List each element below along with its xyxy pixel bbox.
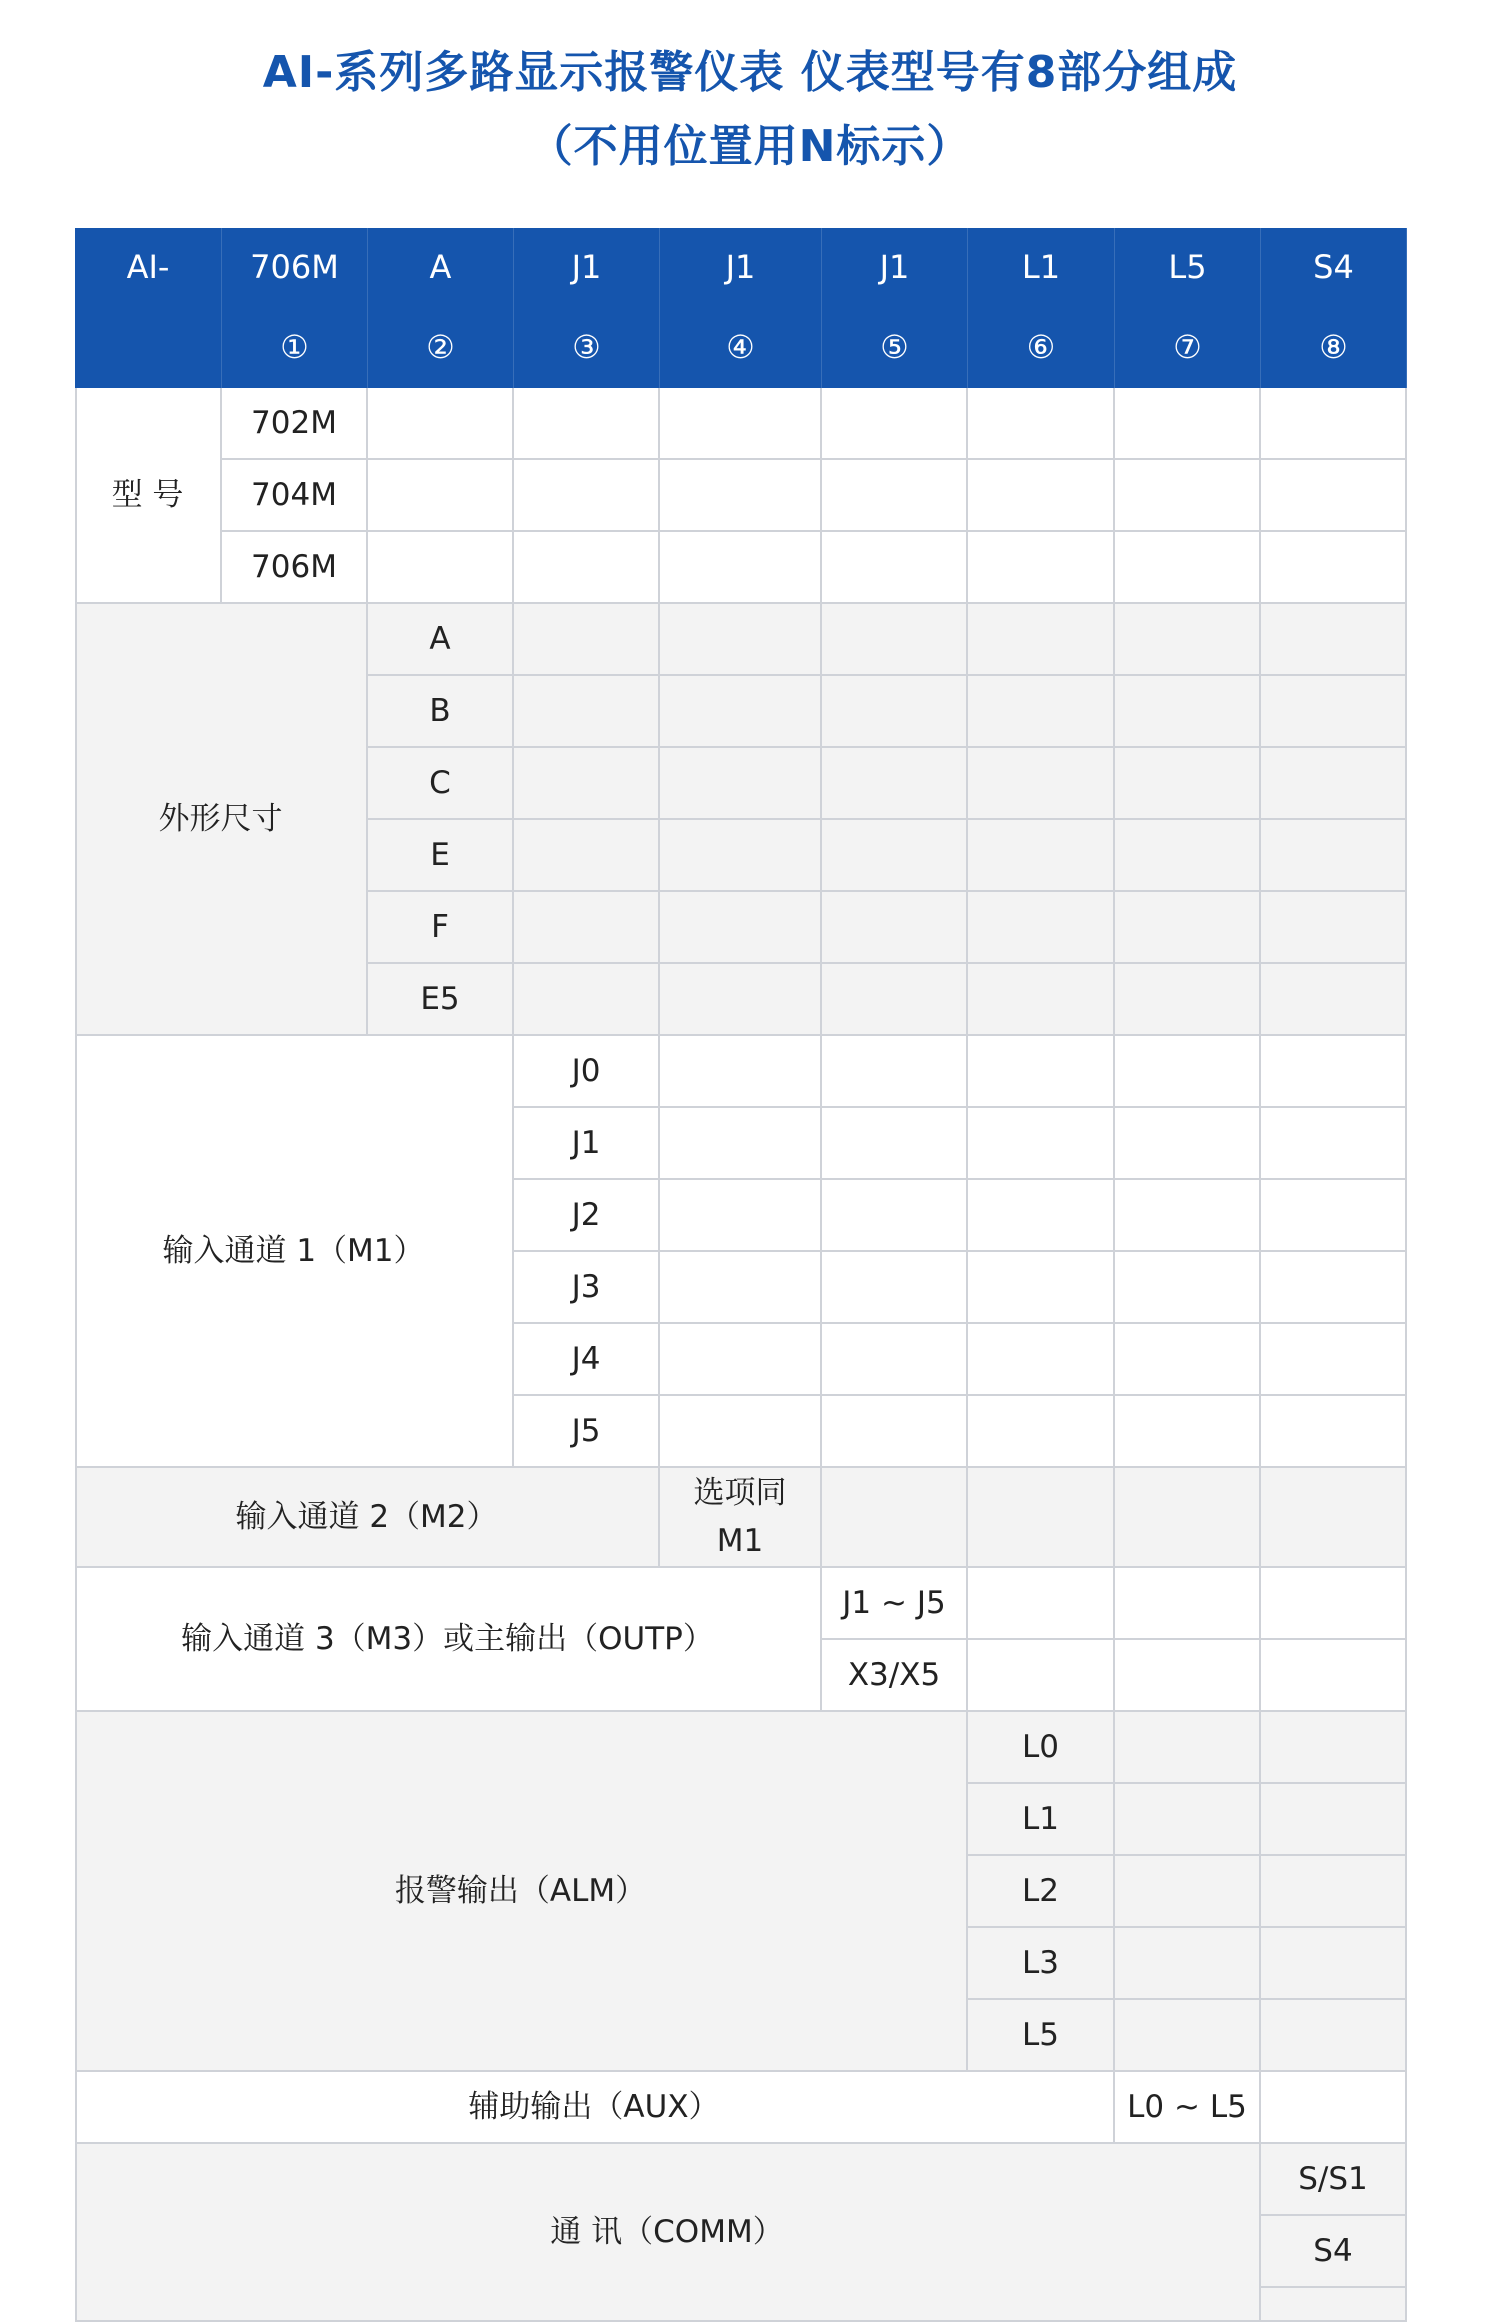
section-label-aux-text: 辅助输出（AUX） bbox=[468, 2088, 720, 2125]
option-alarm-4-text: L5 bbox=[1022, 2016, 1059, 2053]
option-size-5-text: E5 bbox=[420, 980, 460, 1017]
empty-cell-input1-3-4 bbox=[660, 1252, 822, 1324]
header-number-blank bbox=[75, 308, 222, 388]
empty-cell-model-2-2 bbox=[368, 532, 514, 604]
option-size-3 bbox=[368, 820, 514, 892]
option-comm-0 bbox=[1261, 2144, 1407, 2216]
empty-cell-input3-1-8 bbox=[1261, 1640, 1407, 1712]
empty-cell-size-3-6 bbox=[968, 820, 1115, 892]
option-input1-5 bbox=[514, 1396, 660, 1468]
empty-cell-alarm-1-8 bbox=[1261, 1784, 1407, 1856]
empty-cell-alarm-2-8 bbox=[1261, 1856, 1407, 1928]
option-size-2-text: C bbox=[429, 764, 451, 801]
empty-cell-model-2-3 bbox=[514, 532, 660, 604]
empty-cell-input1-5-7 bbox=[1115, 1396, 1261, 1468]
option-input1-2 bbox=[514, 1180, 660, 1252]
empty-cell-size-0-4 bbox=[660, 604, 822, 676]
option-size-4-text: F bbox=[431, 908, 449, 945]
section-label-input1 bbox=[75, 1036, 514, 1468]
empty-cell-input2-6 bbox=[968, 1468, 1115, 1568]
empty-cell-input1-4-4 bbox=[660, 1324, 822, 1396]
option-alarm-4 bbox=[968, 2000, 1115, 2072]
section-label-input3 bbox=[75, 1568, 822, 1712]
empty-cell-model-0-5 bbox=[822, 388, 968, 460]
header-number-3-text: ③ bbox=[572, 328, 601, 367]
option-input1-0-text: J0 bbox=[571, 1052, 601, 1089]
empty-cell-input1-3-6 bbox=[968, 1252, 1115, 1324]
empty-cell-input1-2-7 bbox=[1115, 1180, 1261, 1252]
empty-cell-model-2-5 bbox=[822, 532, 968, 604]
empty-cell-input1-2-4 bbox=[660, 1180, 822, 1252]
empty-cell-input1-4-8 bbox=[1261, 1324, 1407, 1396]
empty-cell-alarm-2-7 bbox=[1115, 1856, 1261, 1928]
section-label-alarm-text: 报警输出（ALM） bbox=[394, 1872, 647, 1909]
header-number-4-text: ④ bbox=[726, 328, 755, 367]
option-alarm-0 bbox=[968, 1712, 1115, 1784]
header-code-7-text: L1 bbox=[1021, 248, 1061, 287]
empty-cell-input3-0-8 bbox=[1261, 1568, 1407, 1640]
header-code-8-text: L5 bbox=[1168, 248, 1207, 287]
option-model-1-text: 704M bbox=[251, 476, 337, 513]
option-model-1 bbox=[222, 460, 368, 532]
empty-cell-size-0-8 bbox=[1261, 604, 1407, 676]
empty-cell-alarm-0-8 bbox=[1261, 1712, 1407, 1784]
empty-cell-size-1-8 bbox=[1261, 676, 1407, 748]
empty-cell-model-1-2 bbox=[368, 460, 514, 532]
header-number-6-text: ⑥ bbox=[1026, 328, 1056, 367]
option-input2-text: 选项同 M1 bbox=[693, 1474, 787, 1559]
empty-cell-input1-3-5 bbox=[822, 1252, 968, 1324]
empty-cell-input1-3-8 bbox=[1261, 1252, 1407, 1324]
empty-cell-model-2-4 bbox=[660, 532, 822, 604]
option-model-0 bbox=[222, 388, 368, 460]
option-input1-2-text: J2 bbox=[571, 1196, 601, 1233]
section-label-alarm bbox=[75, 1712, 968, 2072]
empty-cell-input1-5-8 bbox=[1261, 1396, 1407, 1468]
empty-cell-input1-0-7 bbox=[1115, 1036, 1261, 1108]
empty-cell-size-0-5 bbox=[822, 604, 968, 676]
header-code-4-text: J1 bbox=[571, 248, 602, 287]
empty-cell-size-3-3 bbox=[514, 820, 660, 892]
option-alarm-2 bbox=[968, 1856, 1115, 1928]
empty-cell-size-4-7 bbox=[1115, 892, 1261, 964]
empty-cell-input2-7 bbox=[1115, 1468, 1261, 1568]
empty-cell-size-1-7 bbox=[1115, 676, 1261, 748]
section-label-size bbox=[75, 604, 368, 1036]
empty-cell-size-2-5 bbox=[822, 748, 968, 820]
option-alarm-1-text: L1 bbox=[1022, 1800, 1059, 1837]
option-size-0 bbox=[368, 604, 514, 676]
header-code-1-text: AI- bbox=[126, 248, 170, 287]
option-alarm-3 bbox=[968, 1928, 1115, 2000]
section-label-input3-text: 输入通道 3（M3）或主输出（OUTP） bbox=[181, 1620, 714, 1657]
empty-cell-model-0-6 bbox=[968, 388, 1115, 460]
option-model-0-text: 702M bbox=[251, 404, 337, 441]
empty-cell-model-1-4 bbox=[660, 460, 822, 532]
empty-cell-model-1-7 bbox=[1115, 460, 1261, 532]
option-model-2-text: 706M bbox=[251, 548, 337, 585]
option-size-0-text: A bbox=[429, 620, 451, 657]
empty-cell-comm-2 bbox=[1261, 2288, 1407, 2322]
option-comm-1 bbox=[1261, 2216, 1407, 2288]
header-code-4 bbox=[514, 228, 660, 308]
header-code-7 bbox=[968, 228, 1115, 308]
option-input1-3 bbox=[514, 1252, 660, 1324]
empty-cell-input3-0-7 bbox=[1115, 1568, 1261, 1640]
empty-cell-size-5-8 bbox=[1261, 964, 1407, 1036]
page-subtitle: （不用位置用N标示） bbox=[528, 121, 972, 172]
header-code-6 bbox=[822, 228, 968, 308]
empty-cell-input1-5-5 bbox=[822, 1396, 968, 1468]
empty-cell-input1-0-5 bbox=[822, 1036, 968, 1108]
table-left-border bbox=[75, 388, 77, 2322]
header-number-1 bbox=[222, 308, 368, 388]
empty-cell-input3-1-7 bbox=[1115, 1640, 1261, 1712]
empty-cell-model-2-7 bbox=[1115, 532, 1261, 604]
empty-cell-model-1-6 bbox=[968, 460, 1115, 532]
empty-cell-input1-5-6 bbox=[968, 1396, 1115, 1468]
option-size-2 bbox=[368, 748, 514, 820]
header-code-3-text: A bbox=[429, 248, 452, 287]
option-aux bbox=[1115, 2072, 1261, 2144]
header-number-8 bbox=[1261, 308, 1407, 388]
empty-cell-model-0-7 bbox=[1115, 388, 1261, 460]
page-title: AI-系列多路显示报警仪表 仪表型号有8部分组成 bbox=[262, 47, 1238, 98]
empty-cell-model-0-8 bbox=[1261, 388, 1407, 460]
header-code-5 bbox=[660, 228, 822, 308]
empty-cell-size-4-4 bbox=[660, 892, 822, 964]
empty-cell-model-1-5 bbox=[822, 460, 968, 532]
option-alarm-3-text: L3 bbox=[1022, 1944, 1059, 1981]
header-number-7-text: ⑦ bbox=[1173, 328, 1202, 367]
empty-cell-size-2-6 bbox=[968, 748, 1115, 820]
header-code-2-text: 706M bbox=[250, 248, 339, 287]
empty-cell-size-1-5 bbox=[822, 676, 968, 748]
empty-cell-input3-1-6 bbox=[968, 1640, 1115, 1712]
option-size-5 bbox=[368, 964, 514, 1036]
empty-cell-input1-0-6 bbox=[968, 1036, 1115, 1108]
header-number-5-text: ⑤ bbox=[880, 328, 909, 367]
option-input1-4 bbox=[514, 1324, 660, 1396]
header-code-5-text: J1 bbox=[725, 248, 756, 287]
empty-cell-size-4-6 bbox=[968, 892, 1115, 964]
empty-cell-size-4-8 bbox=[1261, 892, 1407, 964]
empty-cell-alarm-3-8 bbox=[1261, 1928, 1407, 2000]
empty-cell-input1-1-5 bbox=[822, 1108, 968, 1180]
empty-cell-size-5-5 bbox=[822, 964, 968, 1036]
empty-cell-model-0-2 bbox=[368, 388, 514, 460]
section-label-model bbox=[75, 388, 222, 604]
empty-cell-size-4-5 bbox=[822, 892, 968, 964]
header-code-9 bbox=[1261, 228, 1407, 308]
empty-cell-input1-0-4 bbox=[660, 1036, 822, 1108]
header-code-6-text: J1 bbox=[879, 248, 910, 287]
empty-cell-model-0-4 bbox=[660, 388, 822, 460]
empty-cell-input1-0-8 bbox=[1261, 1036, 1407, 1108]
option-input1-4-text: J4 bbox=[571, 1340, 601, 1377]
empty-cell-size-5-6 bbox=[968, 964, 1115, 1036]
option-comm-0-text: S/S1 bbox=[1298, 2160, 1368, 2197]
empty-cell-input1-1-8 bbox=[1261, 1108, 1407, 1180]
empty-cell-size-3-7 bbox=[1115, 820, 1261, 892]
empty-cell-input1-4-6 bbox=[968, 1324, 1115, 1396]
empty-cell-input1-3-7 bbox=[1115, 1252, 1261, 1324]
empty-cell-size-0-3 bbox=[514, 604, 660, 676]
section-label-size-text: 外形尺寸 bbox=[158, 800, 283, 837]
header-number-2-text: ② bbox=[426, 328, 455, 367]
empty-cell-input1-4-5 bbox=[822, 1324, 968, 1396]
option-aux-text: L0 ~ L5 bbox=[1127, 2088, 1247, 2125]
option-input3-1-text: X3/X5 bbox=[847, 1656, 941, 1693]
empty-cell-alarm-4-8 bbox=[1261, 2000, 1407, 2072]
empty-cell-input1-1-4 bbox=[660, 1108, 822, 1180]
option-comm-1-text: S4 bbox=[1313, 2232, 1353, 2269]
empty-cell-size-4-3 bbox=[514, 892, 660, 964]
header-number-5 bbox=[822, 308, 968, 388]
option-alarm-0-text: L0 bbox=[1022, 1728, 1059, 1765]
option-input1-1-text: J1 bbox=[571, 1124, 601, 1161]
empty-cell-size-1-6 bbox=[968, 676, 1115, 748]
section-label-comm bbox=[75, 2144, 1261, 2322]
empty-cell-size-5-3 bbox=[514, 964, 660, 1036]
empty-cell-size-1-4 bbox=[660, 676, 822, 748]
header-code-2 bbox=[222, 228, 368, 308]
option-input1-3-text: J3 bbox=[571, 1268, 601, 1305]
option-size-1 bbox=[368, 676, 514, 748]
empty-cell-alarm-4-7 bbox=[1115, 2000, 1261, 2072]
empty-cell-size-3-8 bbox=[1261, 820, 1407, 892]
empty-cell-input1-2-6 bbox=[968, 1180, 1115, 1252]
empty-cell-input1-5-4 bbox=[660, 1396, 822, 1468]
option-alarm-2-text: L2 bbox=[1022, 1872, 1059, 1909]
section-label-input2-text: 输入通道 2（M2） bbox=[235, 1498, 498, 1535]
section-label-input2 bbox=[75, 1468, 660, 1568]
header-code-3 bbox=[368, 228, 514, 308]
option-size-3-text: E bbox=[430, 836, 450, 873]
empty-cell-alarm-0-7 bbox=[1115, 1712, 1261, 1784]
option-input3-0 bbox=[822, 1568, 968, 1640]
empty-cell-input1-2-8 bbox=[1261, 1180, 1407, 1252]
empty-cell-model-2-6 bbox=[968, 532, 1115, 604]
empty-cell-size-2-8 bbox=[1261, 748, 1407, 820]
section-label-comm-text: 通 讯（COMM） bbox=[550, 2213, 784, 2250]
option-size-1-text: B bbox=[429, 692, 451, 729]
option-input2 bbox=[660, 1468, 822, 1568]
option-input1-0 bbox=[514, 1036, 660, 1108]
empty-cell-size-5-7 bbox=[1115, 964, 1261, 1036]
empty-cell-model-0-3 bbox=[514, 388, 660, 460]
empty-cell-input2-8 bbox=[1261, 1468, 1407, 1568]
empty-cell-size-2-4 bbox=[660, 748, 822, 820]
empty-cell-model-2-8 bbox=[1261, 532, 1407, 604]
empty-cell-aux-8 bbox=[1261, 2072, 1407, 2144]
option-model-2 bbox=[222, 532, 368, 604]
empty-cell-input1-1-6 bbox=[968, 1108, 1115, 1180]
option-alarm-1 bbox=[968, 1784, 1115, 1856]
empty-cell-alarm-3-7 bbox=[1115, 1928, 1261, 2000]
empty-cell-alarm-1-7 bbox=[1115, 1784, 1261, 1856]
empty-cell-input1-1-7 bbox=[1115, 1108, 1261, 1180]
header-code-1 bbox=[75, 228, 222, 308]
empty-cell-size-1-3 bbox=[514, 676, 660, 748]
section-label-aux bbox=[75, 2072, 1115, 2144]
header-code-9-text: S4 bbox=[1313, 248, 1354, 287]
empty-cell-input1-2-5 bbox=[822, 1180, 968, 1252]
option-input3-0-text: J1 ~ J5 bbox=[842, 1584, 946, 1621]
option-input1-5-text: J5 bbox=[571, 1412, 601, 1449]
header-number-3 bbox=[514, 308, 660, 388]
header-number-2 bbox=[368, 308, 514, 388]
empty-cell-size-0-7 bbox=[1115, 604, 1261, 676]
empty-cell-size-3-5 bbox=[822, 820, 968, 892]
empty-cell-input2-5 bbox=[822, 1468, 968, 1568]
empty-cell-input1-4-7 bbox=[1115, 1324, 1261, 1396]
empty-cell-size-5-4 bbox=[660, 964, 822, 1036]
section-label-model-text: 型 号 bbox=[111, 476, 184, 513]
empty-cell-input3-0-6 bbox=[968, 1568, 1115, 1640]
header-number-4 bbox=[660, 308, 822, 388]
empty-cell-size-3-4 bbox=[660, 820, 822, 892]
empty-cell-size-2-3 bbox=[514, 748, 660, 820]
option-input3-1 bbox=[822, 1640, 968, 1712]
header-code-8 bbox=[1115, 228, 1261, 308]
option-input1-1 bbox=[514, 1108, 660, 1180]
header-number-6 bbox=[968, 308, 1115, 388]
section-label-input1-text: 输入通道 1（M1） bbox=[162, 1232, 425, 1269]
header-number-7 bbox=[1115, 308, 1261, 388]
empty-cell-model-1-8 bbox=[1261, 460, 1407, 532]
empty-cell-model-1-3 bbox=[514, 460, 660, 532]
empty-cell-size-2-7 bbox=[1115, 748, 1261, 820]
empty-cell-size-0-6 bbox=[968, 604, 1115, 676]
header-number-8-text: ⑧ bbox=[1319, 328, 1348, 367]
header-number-1-text: ① bbox=[280, 328, 309, 367]
option-size-4 bbox=[368, 892, 514, 964]
